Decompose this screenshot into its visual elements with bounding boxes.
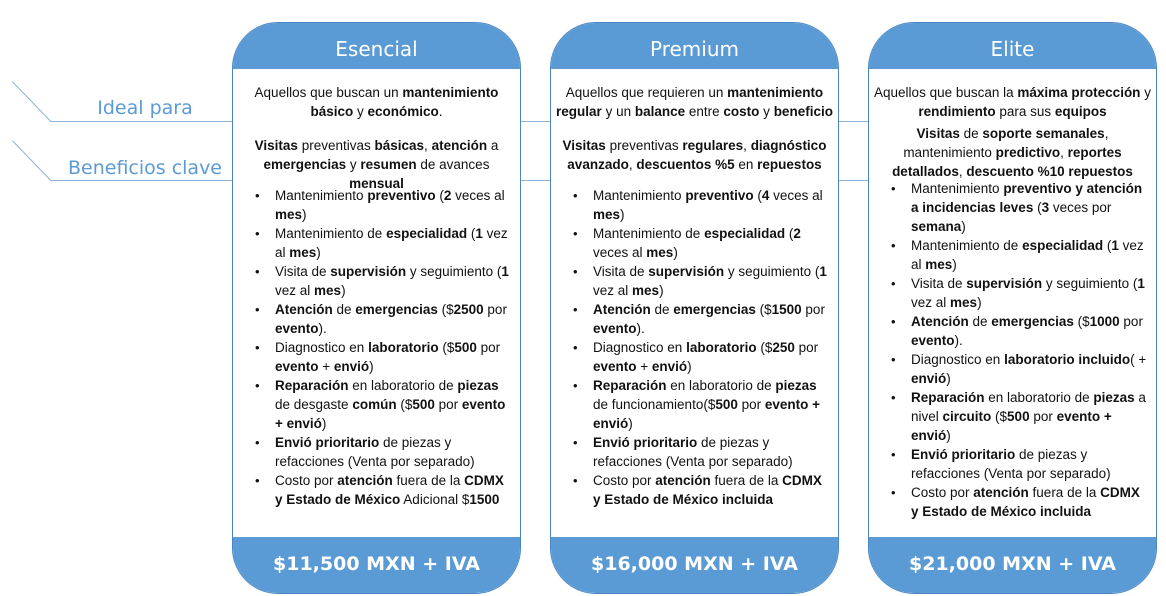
feature-item: • Costo por atención fuera de la CDMX y Estado de México incluida [911,483,1148,521]
plan-card-esencial [232,22,521,594]
feature-item: • Atención de emergencias ($2500 por evento). [275,300,512,338]
feature-item: • Visita de supervisión y seguimiento (1 vez al mes) [275,262,512,300]
feature-item: • Envió prioritario de piezas y refacciones (Venta por separado) [275,433,512,471]
price-label: $11,500 MXN + IVA [233,537,520,593]
feature-item: • Visita de supervisión y seguimiento (1 vez al mes) [593,262,830,300]
price-label: $16,000 MXN + IVA [551,537,838,593]
feature-item: • Mantenimiento de especialidad (2 veces al mes) [593,224,830,262]
benefits-guide-diagonal [12,140,51,180]
ideal-text: Aquellos que buscan un mantenimiento básico y económico. [254,85,499,119]
plan-title: Elite [869,23,1156,69]
feature-item: • Envió prioritario de piezas y refacciones (Venta por separado) [593,433,830,471]
feature-item: • Costo por atención fuera de la CDMX y Estado de México Adicional $1500 [275,471,512,509]
feature-item: • Mantenimiento preventivo (4 veces al mes) [593,186,830,224]
benefits-row-label: Beneficios clave [67,157,222,179]
feature-item: • Atención de emergencias ($1000 por evento). [911,312,1148,350]
feature-item: • Mantenimiento preventivo y atención a incidencias leves (3 veces por semana) [911,179,1148,236]
plan-card-premium [550,22,839,594]
price-label: $21,000 MXN + IVA [869,537,1156,593]
ideal-text: Aquellos que buscan la máxima protección y rendimiento para sus equipos [874,85,1151,119]
features-list [911,179,1148,521]
feature-item: • Mantenimiento preventivo (2 veces al mes) [275,186,512,224]
feature-item: • Atención de emergencias ($1500 por evento). [593,300,830,338]
feature-item: • Envió prioritario de piezas y refacciones (Venta por separado) [911,445,1148,483]
plan-title: Premium [551,23,838,69]
feature-item: • Reparación en laboratorio de piezas de funcionamiento($500 por evento + envió) [593,376,830,433]
feature-item: • Reparación en laboratorio de piezas de desgaste común ($500 por evento + envió) [275,376,512,433]
feature-item: • Costo por atención fuera de la CDMX y Estado de México incluida [593,471,830,509]
feature-item: • Diagnostico en laboratorio incluido( + envió) [911,350,1148,388]
feature-item: • Diagnostico en laboratorio ($250 por evento + envió) [593,338,830,376]
feature-item: • Reparación en laboratorio de piezas a nivel circuito ($500 por evento + envió) [911,388,1148,445]
benefits-text: Visitas preventivas regulares, diagnóstico avanzado, descuentos %5 en repuestos [562,138,827,172]
feature-item: • Mantenimiento de especialidad (1 vez al mes) [275,224,512,262]
ideal-text: Aquellos que requieren un mantenimiento regular y un balance entre costo y beneficio [556,85,833,119]
benefits-text: Visitas preventivas básicas, atención a emergencias y resumen de avances mensual [254,138,499,191]
plan-card-elite [868,22,1157,594]
plan-title: Esencial [233,23,520,69]
feature-item: • Mantenimiento de especialidad (1 vez al mes) [911,236,1148,274]
ideal-guide-diagonal [12,81,51,121]
benefits-text: Visitas de soporte semanales, mantenimiento predictivo, reportes detallados, descuento %10 repuestos [892,126,1133,179]
feature-item: • Visita de supervisión y seguimiento (1 vez al mes) [911,274,1148,312]
features-list [275,186,512,509]
feature-item: • Diagnostico en laboratorio ($500 por evento + envió) [275,338,512,376]
ideal-row-label: Ideal para [97,97,193,119]
features-list [593,186,830,509]
